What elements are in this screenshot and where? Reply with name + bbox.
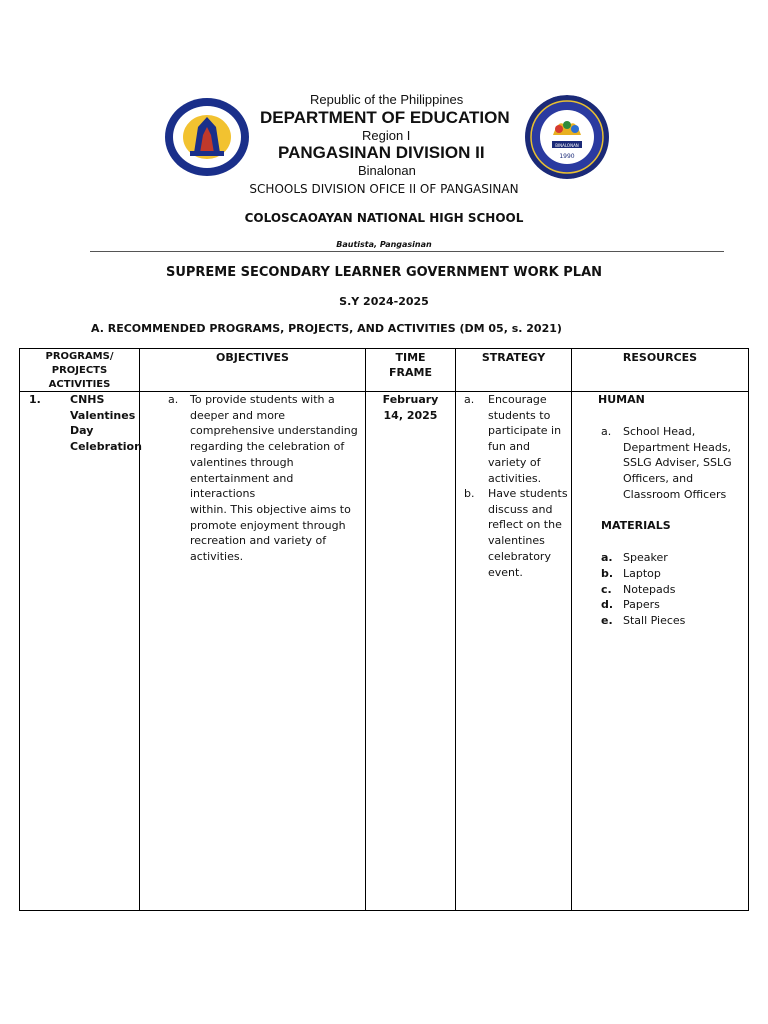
material-item	[601, 613, 747, 629]
program-name-line: Valentines	[70, 408, 136, 422]
program-name-line: Day	[70, 424, 94, 438]
column-divider	[571, 349, 572, 910]
time-frame-line: February	[382, 393, 439, 406]
human-marker: a.	[601, 425, 612, 438]
human-resource-line: SSLG Adviser, SSLG	[623, 456, 732, 470]
material-label: Notepads	[623, 582, 676, 596]
objective-line: regarding the celebration of	[190, 440, 345, 454]
human-resource-line: Officers, and	[623, 472, 694, 486]
strategy-marker: b.	[464, 487, 475, 500]
objective-line: valentines through	[190, 455, 294, 469]
schools-division-office: SCHOOLS DIVISION OFICE II OF PANGASINAN	[249, 182, 519, 196]
strategy-line: celebratory	[488, 549, 551, 563]
materials-list	[601, 550, 747, 629]
objective-line: recreation and variety of	[190, 534, 327, 548]
strategy-line: students to	[488, 408, 551, 422]
strategy-line: participate in	[488, 424, 562, 438]
header-objectives: OBJECTIVES	[216, 351, 289, 364]
strategy-line: reflect on the	[488, 518, 562, 532]
header-time-frame-line: FRAME	[389, 366, 432, 379]
strategy-marker: a.	[464, 393, 475, 406]
objective-line: promote enjoyment through	[190, 518, 346, 532]
strategy-line: fun and	[488, 440, 531, 454]
objective-marker: a.	[168, 393, 179, 406]
header-programs-line: PROGRAMS/	[45, 351, 114, 362]
program-number: 1.	[29, 393, 41, 406]
header-divider	[90, 251, 724, 252]
material-marker: d.	[601, 598, 614, 612]
program-name-line: CNHS	[70, 393, 105, 406]
strategy-line: event.	[488, 565, 523, 579]
material-item	[601, 550, 747, 566]
section-heading: A. RECOMMENDED PROGRAMS, PROJECTS, AND ACTIVITIES (DM 05, s. 2021)	[91, 322, 562, 335]
material-marker: a.	[601, 551, 613, 564]
department-name: DEPARTMENT OF EDUCATION	[260, 108, 510, 127]
objective-line: deeper and more	[190, 408, 285, 422]
republic-line: Republic of the Philippines	[310, 92, 464, 107]
resources-materials-label: MATERIALS	[601, 519, 671, 532]
objective-line: activities.	[190, 550, 244, 564]
division-name: PANGASINAN DIVISION II	[278, 143, 485, 162]
header-strategy: STRATEGY	[481, 351, 546, 364]
objective-line: entertainment and interactions	[190, 471, 294, 501]
school-year: S.Y 2024-2025	[339, 295, 429, 308]
objective-line: To provide students with a	[190, 393, 335, 406]
material-marker: b.	[601, 566, 614, 580]
material-label: Laptop	[623, 566, 661, 580]
header-programs-line: PROJECTS	[51, 365, 108, 376]
strategy-item	[488, 486, 570, 580]
work-plan-table	[19, 348, 749, 911]
material-label: Papers	[623, 598, 660, 612]
division-seal-logo	[524, 95, 610, 179]
town-line: Binalonan	[358, 163, 416, 178]
header-time-frame	[366, 350, 455, 380]
header-programs	[20, 350, 139, 392]
deped-seal-logo	[164, 97, 250, 177]
material-marker: e.	[601, 614, 613, 628]
region-line: Region I	[362, 128, 411, 143]
strategy-item	[488, 392, 570, 486]
strategy-line: variety of	[488, 455, 541, 469]
column-divider	[455, 349, 456, 910]
header-resources: RESOURCES	[622, 351, 698, 364]
strategy-line: activities.	[488, 471, 542, 485]
human-resource-line: School Head,	[623, 425, 696, 438]
strategy-line: Have students	[488, 487, 568, 500]
human-resource-line: Department Heads,	[623, 440, 732, 454]
school-name: COLOSCAOAYAN NATIONAL HIGH SCHOOL	[244, 211, 524, 225]
header-programs-line: ACTIVITIES	[48, 379, 111, 390]
material-label: Stall Pieces	[623, 614, 686, 628]
material-item	[601, 566, 747, 582]
school-address: Bautista, Pangasinan	[336, 240, 432, 249]
column-divider	[365, 349, 366, 910]
division-seal-banner: BINALONAN	[555, 143, 579, 148]
strategy-line: discuss and	[488, 502, 553, 516]
human-resource-line: Classroom Officers	[623, 487, 727, 501]
objective-line: within. This objective aims to	[190, 502, 351, 516]
material-item	[601, 582, 747, 598]
program-name-line: Celebration	[70, 440, 142, 454]
objective-text	[190, 392, 362, 565]
material-item	[601, 597, 747, 613]
program-name	[70, 392, 142, 455]
time-frame-value	[366, 392, 455, 423]
header-time-frame-line: TIME	[395, 351, 426, 364]
time-frame-line: 14, 2025	[383, 408, 438, 422]
strategy-line: valentines	[488, 534, 545, 548]
document-title: SUPREME SECONDARY LEARNER GOVERNMENT WORK PLAN	[165, 265, 603, 280]
strategy-line: Encourage	[488, 393, 547, 406]
objective-line: comprehensive understanding	[190, 424, 358, 438]
division-seal-year: 1990	[559, 153, 575, 160]
material-label: Speaker	[623, 551, 668, 564]
material-marker: c.	[601, 582, 612, 596]
human-resources-list	[623, 424, 747, 503]
resources-human-label: HUMAN	[598, 393, 645, 406]
